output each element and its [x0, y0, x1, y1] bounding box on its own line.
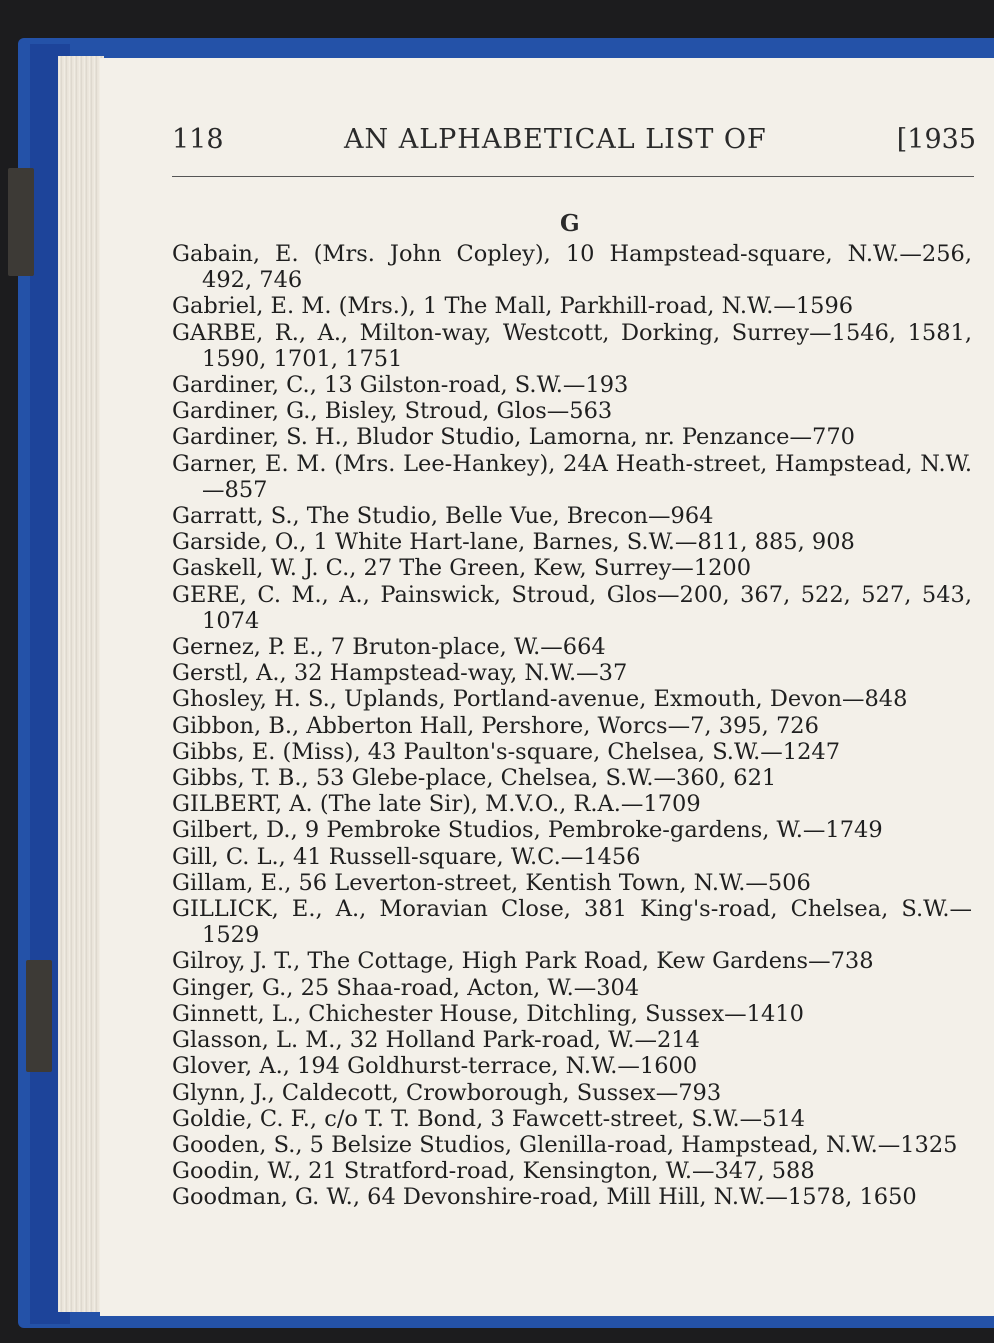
list-item: Gabain, E. (Mrs. John Copley), 10 Hampstead-square, N.W.—256, 492, 746: [172, 241, 972, 294]
list-item: Garside, O., 1 White Hart-lane, Barnes, S.W.—811, 885, 908: [172, 529, 855, 556]
list-item: Glasson, L. M., 32 Holland Park-road, W.—214: [172, 1027, 700, 1054]
list-item: Garratt, S., The Studio, Belle Vue, Brecon—964: [172, 503, 714, 530]
running-header: [172, 124, 976, 164]
list-item: Gernez, P. E., 7 Bruton-place, W.—664: [172, 634, 606, 661]
list-item: Ghosley, H. S., Uplands, Portland-avenue, Exmouth, Devon—848: [172, 686, 908, 713]
list-item: GERE, C. M., A., Painswick, Stroud, Glos—200, 367, 522, 527, 543, 1074: [172, 581, 972, 634]
list-item: Gill, C. L., 41 Russell-square, W.C.—1456: [172, 843, 641, 870]
page-number: 118: [172, 124, 224, 155]
list-item: Gerstl, A., 32 Hampstead-way, N.W.—37: [172, 660, 628, 687]
list-item: Gibbs, E. (Miss), 43 Paulton's-square, Chelsea, S.W.—1247: [172, 738, 841, 765]
list-item: Garner, E. M. (Mrs. Lee-Hankey), 24A Heath-street, Hampstead, N.W.—857: [172, 450, 972, 503]
list-item: Goldie, C. F., c/o T. T. Bond, 3 Fawcett-street, S.W.—514: [172, 1105, 806, 1132]
list-item: Gilbert, D., 9 Pembroke Studios, Pembroke-gardens, W.—1749: [172, 817, 883, 844]
list-item: Gilroy, J. T., The Cottage, High Park Road, Kew Gardens—738: [172, 948, 874, 975]
list-item: Gaskell, W. J. C., 27 The Green, Kew, Surrey—1200: [172, 555, 752, 582]
list-item: Gardiner, G., Bisley, Stroud, Glos—563: [172, 398, 613, 425]
list-item: Gardiner, S. H., Bludor Studio, Lamorna, nr. Penzance—770: [172, 424, 855, 451]
list-item: Ginnett, L., Chichester House, Ditchling, Sussex—1410: [172, 1000, 804, 1027]
list-item: Goodman, G. W., 64 Devonshire-road, Mill Hill, N.W.—1578, 1650: [172, 1184, 917, 1211]
page-stack-edge: [58, 56, 104, 1312]
list-item: Goodin, W., 21 Stratford-road, Kensington, W.—347, 588: [172, 1158, 815, 1185]
list-item: Gillam, E., 56 Leverton-street, Kentish Town, N.W.—506: [172, 869, 811, 896]
list-item: Glynn, J., Caldecott, Crowborough, Sussex—793: [172, 1079, 722, 1106]
list-item: Gibbs, T. B., 53 Glebe-place, Chelsea, S.W.—360, 621: [172, 765, 777, 792]
section-letter: G: [560, 210, 580, 237]
list-item: Ginger, G., 25 Shaa-road, Acton, W.—304: [172, 974, 640, 1001]
list-item: GARBE, R., A., Milton-way, Westcott, Dorking, Surrey—1546, 1581, 1590, 1701, 1751: [172, 319, 972, 372]
binding-tape-top: [8, 168, 34, 276]
list-item: GILBERT, A. (The late Sir), M.V.O., R.A.—1709: [172, 791, 701, 818]
list-item: Gibbon, B., Abberton Hall, Pershore, Worcs—7, 395, 726: [172, 712, 819, 739]
entry-list: [172, 241, 972, 1211]
list-item: Gardiner, C., 13 Gilston-road, S.W.—193: [172, 372, 629, 399]
list-item: Gabriel, E. M. (Mrs.), 1 The Mall, Parkhill-road, N.W.—1596: [172, 293, 854, 320]
header-rule: [172, 176, 974, 177]
binding-tape-bottom: [26, 960, 52, 1072]
list-item: Glover, A., 194 Goldhurst-terrace, N.W.—1600: [172, 1053, 698, 1080]
list-item: GILLICK, E., A., Moravian Close, 381 King's-road, Chelsea, S.W.—1529: [172, 896, 972, 949]
list-item: Gooden, S., 5 Belsize Studios, Glenilla-road, Hampstead, N.W.—1325: [172, 1131, 958, 1158]
header-year: [1935: [896, 124, 976, 155]
header-title: AN ALPHABETICAL LIST OF: [344, 124, 767, 155]
